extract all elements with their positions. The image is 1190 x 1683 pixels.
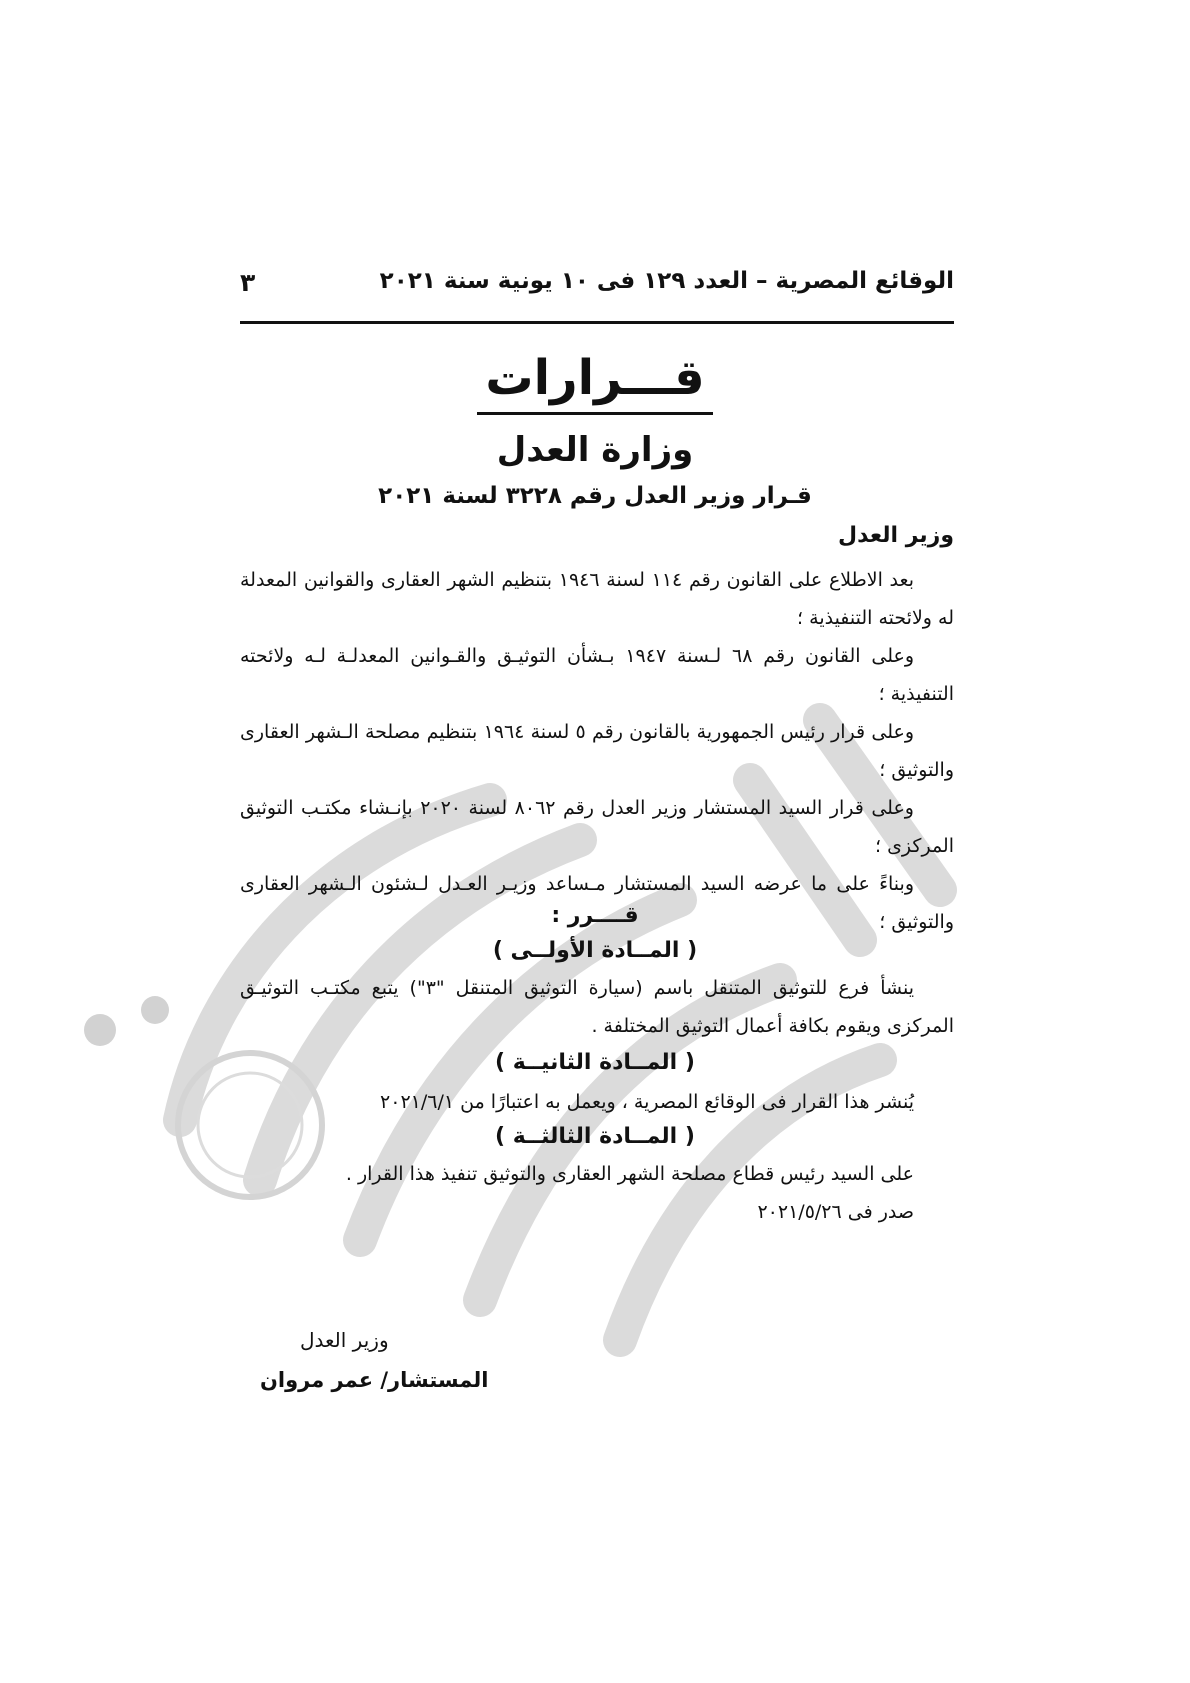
decree-title: قـرار وزير العدل رقم ٣٢٢٨ لسنة ٢٠٢١ [378, 483, 812, 509]
section-title [0, 350, 1190, 415]
issue-date: صدر فى ٢٠٢١/٥/٢٦ [757, 1201, 914, 1223]
gazette-issue-line: الوقائع المصرية – العدد ١٢٩ فى ١٠ يونية سنة ٢٠٢١ [379, 268, 954, 294]
article-3-heading: ( المــادة الثالثــة ) [495, 1124, 695, 1149]
signatory-name: المستشار/ عمر مروان [260, 1368, 489, 1392]
article-3 [240, 1155, 954, 1231]
signatory-title: وزير العدل [300, 1328, 389, 1352]
article-3-text: على السيد رئيس قطاع مصلحة الشهر العقارى والتوثيق تنفيذ هذا القرار . [345, 1163, 914, 1185]
article-2-heading: ( المــادة الثانيــة ) [495, 1050, 695, 1075]
article-2-text: يُنشر هذا القرار فى الوقائع المصرية ، ويعمل به اعتبارًا من ٢٠٢١/٦/١ [380, 1091, 914, 1113]
preamble [240, 561, 954, 941]
article-1-heading: ( المــادة الأولــى ) [492, 938, 698, 963]
preamble-paragraph: وعلى القانون رقم ٦٨ لـسنة ١٩٤٧ بـشأن التوثيـق والقـوانين المعدلـة لـه ولائحته التنفيذية ؛ [240, 645, 954, 705]
preamble-paragraph: وعلى قرار السيد المستشار وزير العدل رقم ٨٠٦٢ لسنة ٢٠٢٠ بإنـشاء مكتـب التوثيق المركزى ؛ [240, 797, 954, 857]
preamble-paragraph: وعلى قرار رئيس الجمهورية بالقانون رقم ٥ لسنة ١٩٦٤ بتنظيم مصلحة الـشهر العقارى والتوثيق ؛ [240, 721, 954, 781]
decree-issuer: وزير العدل [838, 523, 954, 548]
header-divider [240, 321, 954, 324]
decided-label: قــــرر : [551, 903, 639, 928]
preamble-paragraph: بعد الاطلاع على القانون رقم ١١٤ لسنة ١٩٤٦ بتنظيم الشهر العقارى والقوانين المعدلة له ولائحته التنفيذية ؛ [240, 569, 954, 629]
article-2 [240, 1083, 954, 1121]
ministry-name: وزارة العدل [496, 430, 694, 470]
page-number: ٣ [240, 268, 256, 297]
article-1-text: ينشأ فرع للتوثيق المتنقل باسم (سيارة التوثيق المتنقل "٣") يتبع مكتـب التوثيـق المركزى ويقوم بكافة أعمال التوثيق المختلفة . [240, 977, 954, 1037]
preamble-paragraph: وبناءً على ما عرضه السيد المستشار مـساعد وزيـر العـدل لـشئون الـشهر العقارى والتوثيق ؛ [240, 873, 954, 933]
gazette-header [240, 268, 954, 308]
article-1 [240, 969, 954, 1045]
section-title-text: قـــرارات [477, 350, 712, 415]
